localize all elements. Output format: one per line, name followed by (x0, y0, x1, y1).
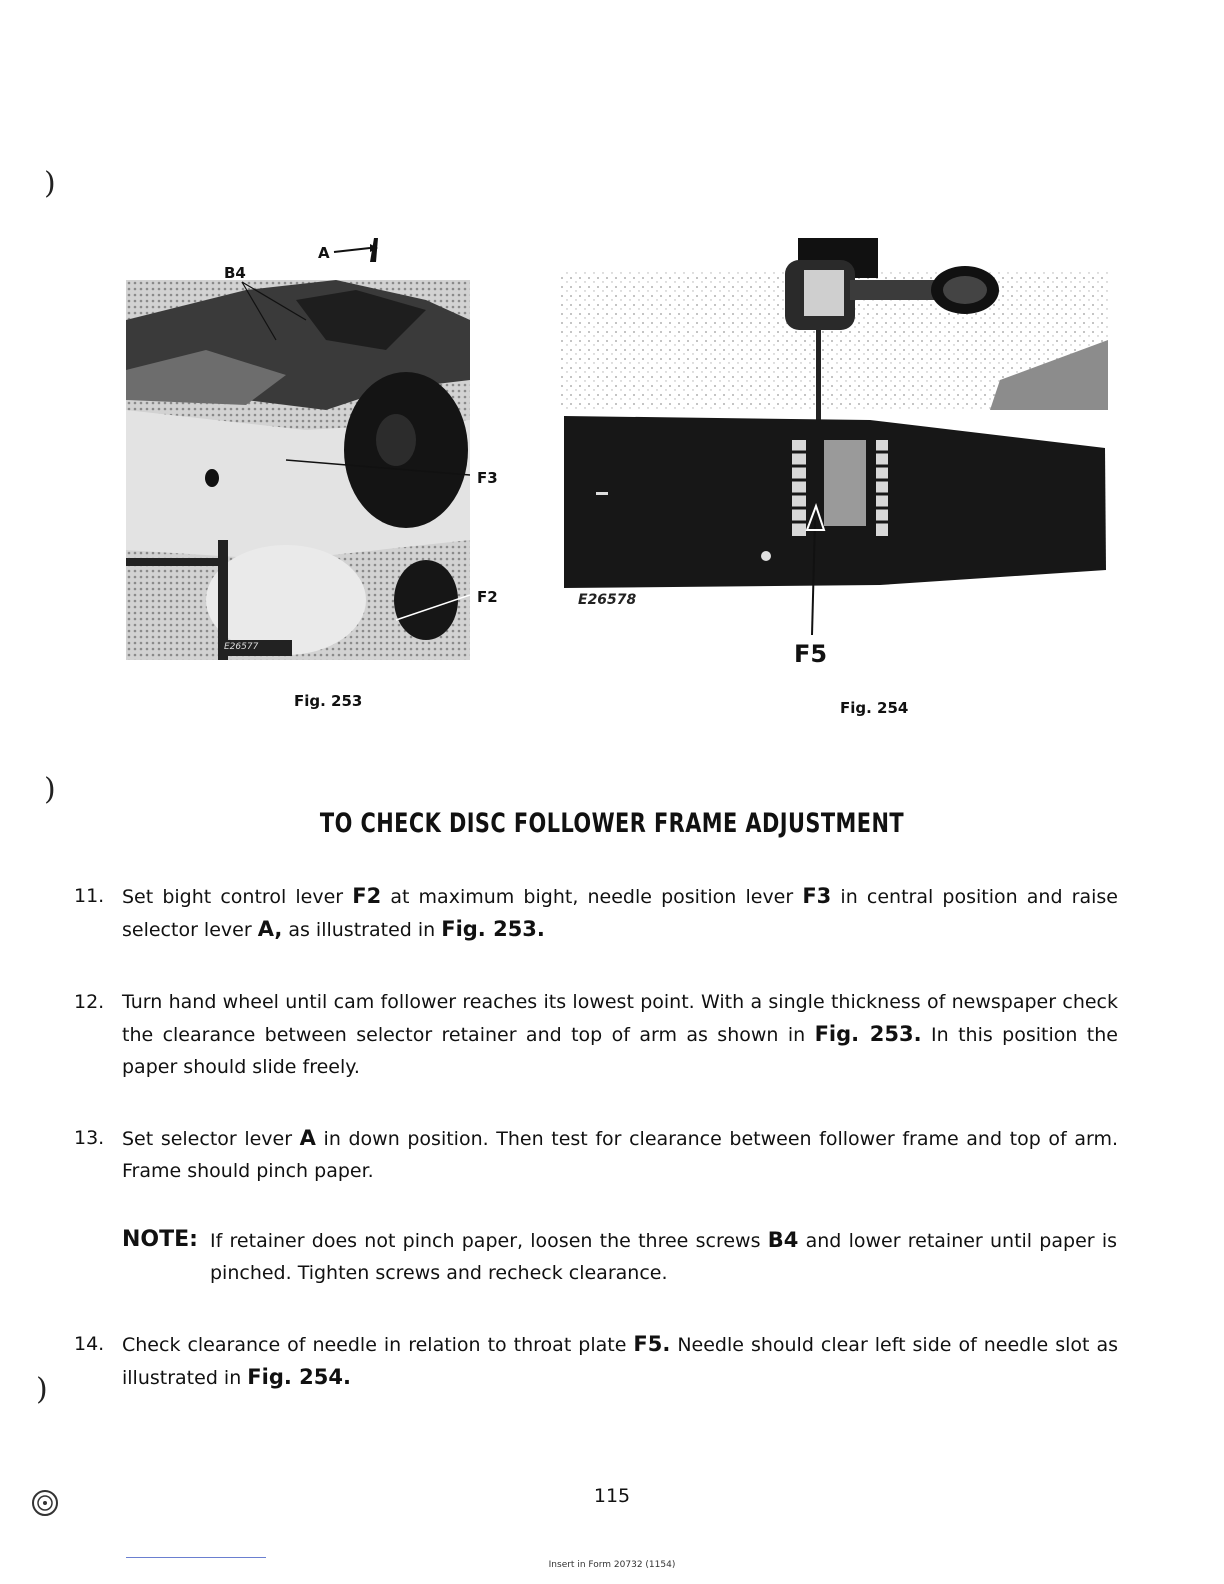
figure-254-photo (560, 230, 1110, 650)
step-11 (74, 880, 1118, 946)
step-13 (74, 1122, 1118, 1187)
margin-mark: ) (44, 166, 56, 201)
callout-b4: B4 (224, 264, 246, 282)
callout-a: A (318, 244, 330, 262)
figure-254-illustration (560, 230, 1110, 650)
callout-a-arrow (330, 232, 380, 268)
note-text: If retainer does not pinch paper, loosen the three screws B4 and lower retainer until paper is pinched. Tighten screws and recheck clearance. (210, 1228, 1117, 1284)
callout-f3: F3 (477, 469, 498, 487)
photo-code: E26578 (578, 592, 637, 608)
section-heading: TO CHECK DISC FOLLOWER FRAME ADJUSTMENT (319, 808, 905, 839)
step-number: 14. (74, 1333, 105, 1355)
step-text: Set selector lever A in down position. Then test for clearance between follower frame and top of arm. Frame should pinch paper. (122, 1126, 1118, 1182)
step-text: Turn hand wheel until cam follower reaches its lowest point. With a single thickness of newspaper check the clearance between selector retainer and top of arm as shown in Fig. 253. In this position the paper should slide freely. (122, 991, 1118, 1078)
step-number: 11. (74, 885, 105, 907)
note (122, 1224, 1117, 1289)
footer-rule (126, 1557, 266, 1558)
note-label: NOTE: (122, 1227, 198, 1252)
margin-mark: ) (36, 1372, 48, 1407)
figure-253-caption: Fig. 253 (294, 692, 363, 710)
step-text: Set bight control lever F2 at maximum bight, needle position lever F3 in central position and raise selector lever A, as illustrated in Fig. 253. (122, 884, 1118, 941)
step-text: Check clearance of needle in relation to throat plate F5. Needle should clear left side of needle slot as illustrated in Fig. 254. (122, 1332, 1118, 1389)
step-number: 13. (74, 1127, 105, 1149)
footer-form-note: Insert in Form 20732 (1154) (548, 1560, 676, 1570)
callout-f5: F5 (794, 640, 828, 668)
step-number: 12. (74, 991, 105, 1013)
margin-mark: ) (44, 772, 56, 807)
step-14 (74, 1328, 1118, 1394)
photo-code: E26577 (224, 642, 259, 652)
callout-b4-leaders (236, 280, 316, 350)
callout-f2: F2 (477, 588, 498, 606)
step-12 (74, 986, 1118, 1083)
page-number: 115 (593, 1485, 631, 1507)
figure-254-caption: Fig. 254 (840, 699, 909, 717)
